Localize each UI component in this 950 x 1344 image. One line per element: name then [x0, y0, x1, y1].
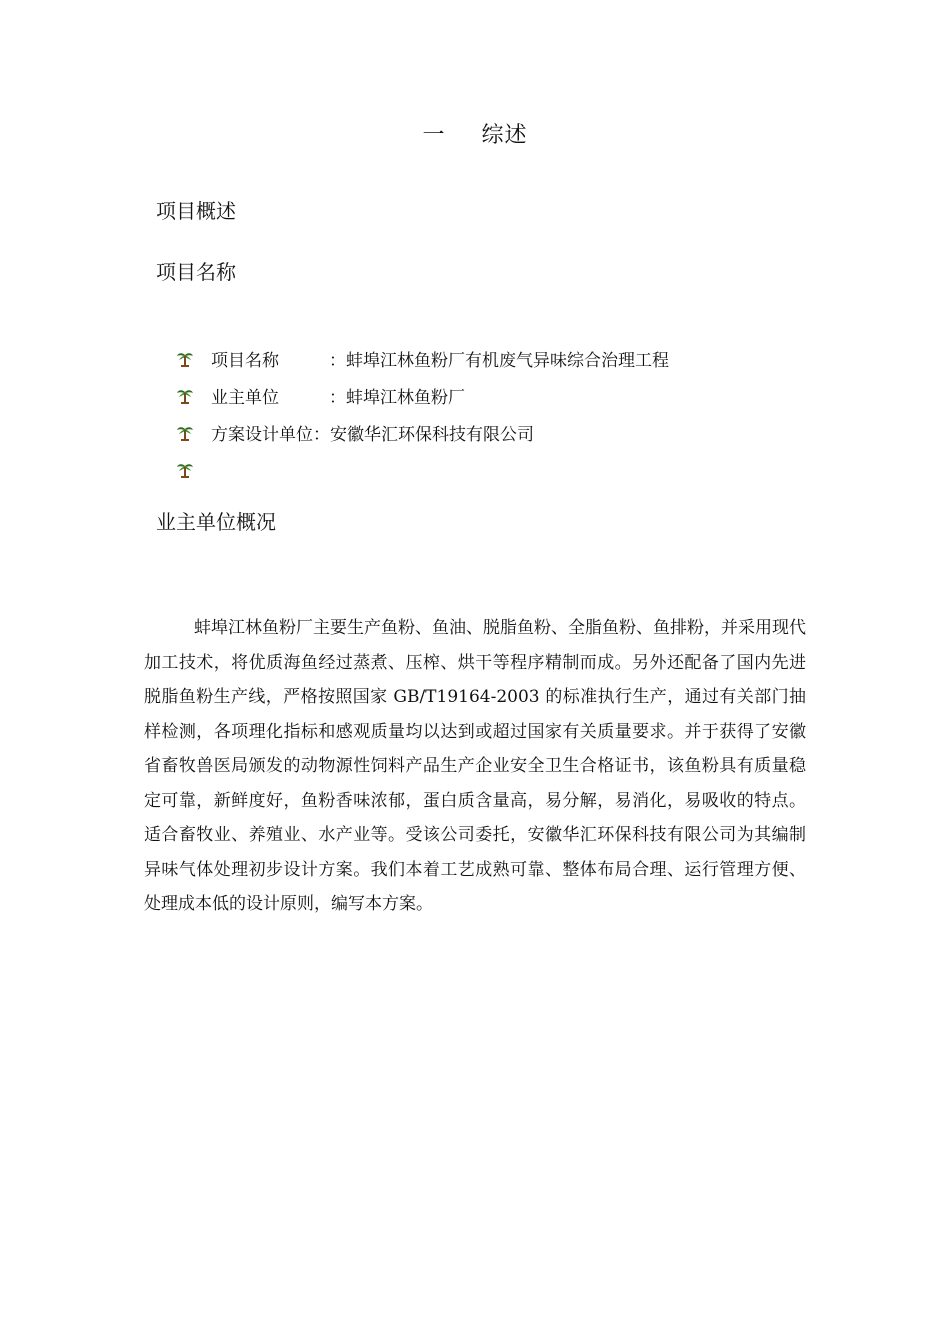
bullet-value: ：蚌埠江林鱼粉厂有机废气异味综合治理工程	[329, 351, 669, 371]
list-item	[176, 451, 669, 488]
heading-project-name: 项目名称	[156, 260, 236, 284]
project-info-list	[176, 340, 669, 488]
bullet-value: ：蚌埠江林鱼粉厂	[329, 388, 465, 408]
palm-tree-icon	[176, 424, 194, 442]
bullet-value: 安徽华汇环保科技有限公司	[330, 425, 534, 445]
chapter-title	[0, 118, 950, 149]
bullet-label: 业主单位	[211, 388, 279, 408]
palm-tree-icon	[176, 461, 194, 479]
list-item	[176, 414, 669, 451]
bullet-label: 项目名称	[211, 351, 279, 371]
chapter-number: 一	[422, 123, 446, 148]
chapter-title-text: 综述	[481, 123, 528, 148]
palm-tree-icon	[176, 350, 194, 368]
palm-tree-icon	[176, 387, 194, 405]
body-paragraph: 蚌埠江林鱼粉厂主要生产鱼粉、鱼油、脱脂鱼粉、全脂鱼粉、鱼排粉，并采用现代加工技术，将优质海鱼经过蒸煮、压榨、烘干等程序精制而成。另外还配备了国内先进脱脂鱼粉生产线，严格按照国家 GB/T19164-2003 的标准执行生产，通过有关部门抽样检测，各项理化指标和感观质量均以达到或超过国家有关质量要求。并于获得了安徽省畜牧兽医局颁发的动物源性饲料产品生产企业安全卫生合格证书，该鱼粉具有质量稳定可靠，新鲜度好，鱼粉香味浓郁，蛋白质含量高，易分解，易消化，易吸收的特点。适合畜牧业、养殖业、水产业等。受该公司委托，安徽华汇环保科技有限公司为其编制异味气体处理初步设计方案。我们本着工艺成熟可靠、整体布局合理、运行管理方便、处理成本低的设计原则，编写本方案。	[144, 618, 806, 914]
bullet-label: 方案设计单位：	[211, 425, 330, 445]
list-item	[176, 377, 669, 414]
heading-owner-overview: 业主单位概况	[156, 510, 276, 534]
heading-project-overview: 项目概述	[156, 199, 236, 223]
list-item	[176, 340, 669, 377]
